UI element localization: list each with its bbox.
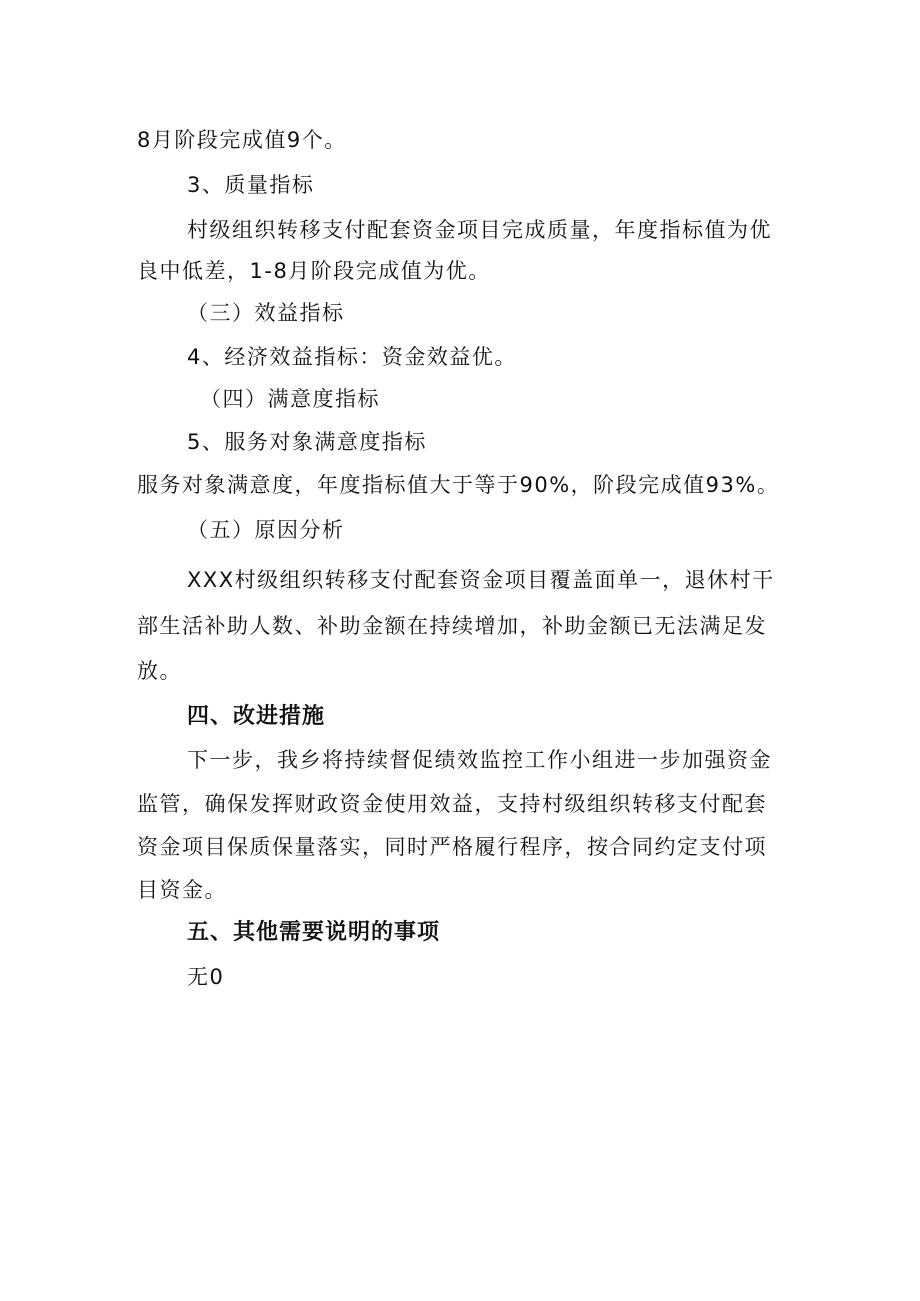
text-line: XXX村级组织转移支付配套资金项目覆盖面单一，退休村干 — [187, 568, 775, 592]
text-line: 4、经济效益指标：资金效益优。 — [187, 345, 517, 369]
section-heading: 四、改进措施 — [187, 704, 326, 729]
text-line: 村级组织转移支付配套资金项目完成质量，年度指标值为优 — [187, 218, 772, 242]
subheading: 5、服务对象满意度指标 — [187, 430, 427, 454]
text-line: 资金项目保质保量落实，同时严格履行程序，按合同约定支付项 — [137, 835, 767, 859]
text-line: 无0 — [187, 965, 225, 989]
subheading: 3、质量指标 — [187, 173, 315, 197]
text-line: 良中低差，1-8月阶段完成值为优。 — [137, 259, 491, 283]
subheading: （四）满意度指标 — [200, 387, 380, 411]
text-line: 下一步，我乡将持续督促绩效监控工作小组进一步加强资金 — [187, 748, 772, 772]
text-line: 8月阶段完成值9个。 — [137, 128, 347, 152]
subheading: （三）效益指标 — [187, 301, 345, 325]
text-line: 部生活补助人数、补助金额在持续增加，补助金额已无法满足发 — [137, 614, 767, 638]
text-line: 目资金。 — [137, 878, 227, 902]
section-heading: 五、其他需要说明的事项 — [187, 920, 441, 945]
subheading: （五）原因分析 — [187, 518, 345, 542]
text-line: 监管，确保发挥财政资金使用效益，支持村级组织转移支付配套 — [137, 792, 767, 816]
text-line: 服务对象满意度，年度指标值大于等于90%，阶段完成值93%。 — [137, 473, 780, 497]
text-line: 放。 — [137, 659, 182, 683]
